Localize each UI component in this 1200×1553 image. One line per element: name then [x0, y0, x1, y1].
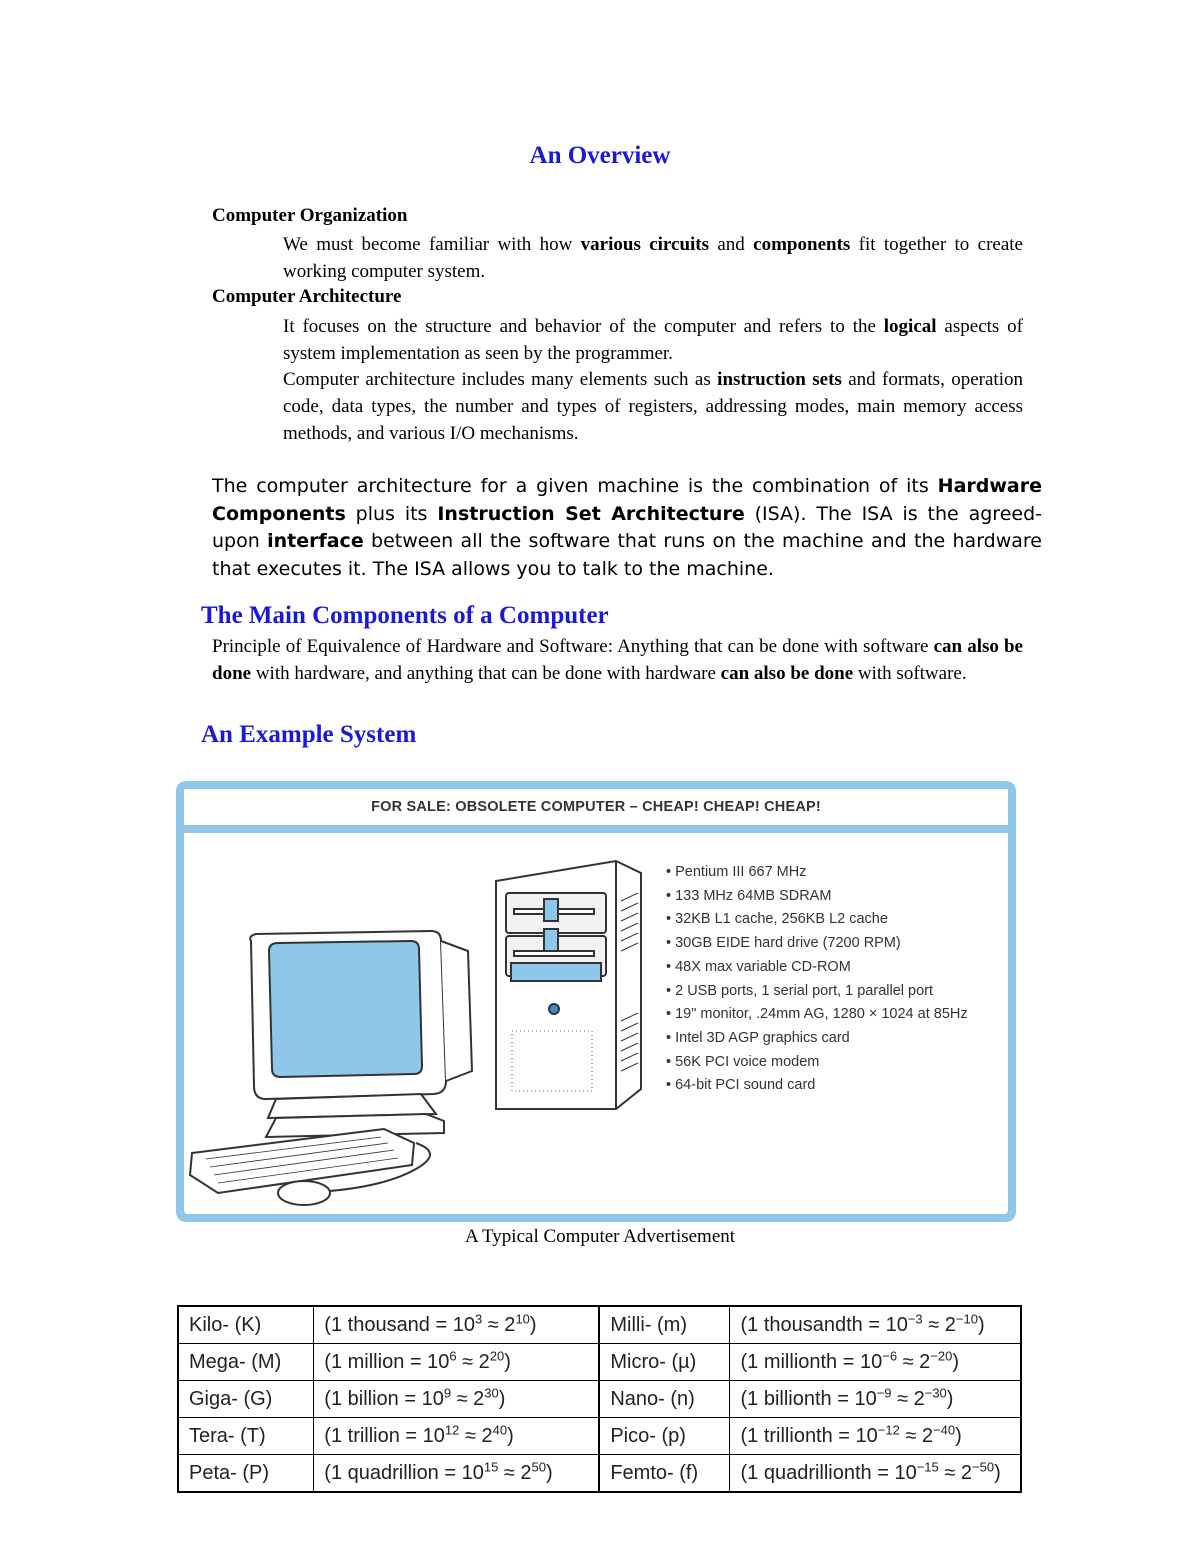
arch-text: It focuses on the structure and behavior of the computer and refers to the	[283, 316, 884, 337]
equivalence-paragraph	[212, 633, 1023, 687]
prefix-row	[178, 1306, 1021, 1344]
prefix-name: Femto- (f)	[599, 1455, 730, 1493]
org-text: and	[709, 234, 754, 255]
spec-item: • 32KB L1 cache, 256KB L2 cache	[666, 908, 968, 932]
prefix-value: (1 quadrillionth = $10^{-15} \approx 2^{-50}$)	[730, 1455, 1021, 1493]
spec-item: • 2 USB ports, 1 serial port, 1 parallel port	[666, 980, 968, 1004]
prefix-name: Nano- (n)	[599, 1381, 730, 1418]
prefix-row	[178, 1344, 1021, 1381]
prefix-name: Giga- (G)	[178, 1381, 314, 1418]
org-bold-components: components	[753, 234, 851, 255]
spec-item: • 19" monitor, .24mm AG, 1280 × 1024 at 85Hz	[666, 1003, 968, 1027]
prefix-row	[178, 1455, 1021, 1493]
isa-bold-interface: interface	[267, 530, 364, 552]
org-bold-circuits: various circuits	[580, 234, 710, 255]
prefix-table	[177, 1305, 1022, 1493]
prefix-value: (1 trillion = $10^{12} \approx 2^{40}$)	[314, 1418, 600, 1455]
page-title: An Overview	[529, 142, 671, 169]
isa-text: The computer architecture for a given machine is the combination of its	[212, 475, 938, 497]
spec-item: • 133 MHz 64MB SDRAM	[666, 885, 968, 909]
prefix-value: (1 thousand = $10^3 \approx 2^{10}$)	[314, 1306, 600, 1344]
equivalence-bold: can also be done	[212, 636, 1023, 684]
isa-bold-isa: Instruction Set Architecture	[437, 502, 745, 525]
example-heading: An Example System	[201, 721, 417, 748]
prefix-name: Pico- (p)	[599, 1418, 730, 1455]
isa-text: (ISA). The ISA is the agreed-upon	[212, 502, 1042, 552]
arch-heading: Computer Architecture	[212, 286, 402, 307]
isa-text: between all the software that runs on the machine and the hardware that executes it. The ISA allows you to talk to the machine.	[212, 530, 1042, 580]
prefix-value: (1 thousandth = $10^{-3} \approx 2^{-10}$)	[730, 1306, 1021, 1344]
arch-paragraph-2	[283, 366, 1023, 447]
arch-text: and formats, operation code, data types, the number and types of registers, addressing modes, main memory access methods, and various I/O mechanisms.	[283, 369, 1023, 444]
prefix-row	[178, 1418, 1021, 1455]
spec-item: • 64-bit PCI sound card	[666, 1074, 968, 1098]
equivalence-bold: can also be done	[720, 663, 854, 684]
prefix-value: (1 billion = $10^9 \approx 2^{30}$)	[314, 1381, 600, 1418]
prefix-value: (1 quadrillion = $10^{15} \approx 2^{50}$)	[314, 1455, 600, 1493]
computer-advertisement	[176, 781, 1016, 1222]
prefix-value: (1 billionth = $10^{-9} \approx 2^{-30}$)	[730, 1381, 1021, 1418]
prefix-row	[178, 1381, 1021, 1418]
equivalence-text: Principle of Equivalence of Hardware and Software: Anything that can be done with software	[212, 636, 934, 657]
prefix-name: Peta- (P)	[178, 1455, 314, 1493]
ad-title: FOR SALE: OBSOLETE COMPUTER – CHEAP! CHEAP! CHEAP!	[371, 799, 821, 815]
prefix-name: Tera- (T)	[178, 1418, 314, 1455]
arch-bold-logical: logical	[883, 316, 937, 337]
isa-text: plus its	[345, 502, 438, 525]
prefix-name: Kilo- (K)	[178, 1306, 314, 1344]
prefix-value: (1 millionth = $10^{-6} \approx 2^{-20}$)	[730, 1344, 1021, 1381]
isa-bold-hardware: Hardware Components	[212, 475, 1042, 525]
spec-item: • Intel 3D AGP graphics card	[666, 1027, 968, 1051]
spec-list	[666, 861, 968, 1098]
equivalence-text: with hardware, and anything that can be done with hardware	[251, 663, 721, 684]
arch-bold-instruction-sets: instruction sets	[717, 369, 842, 390]
prefix-table-body	[178, 1306, 1021, 1492]
isa-paragraph	[212, 473, 1042, 583]
spec-item: • Pentium III 667 MHz	[666, 861, 968, 885]
arch-text: Computer architecture includes many elements such as	[283, 369, 718, 390]
org-text: fit together to create working computer system.	[283, 234, 1023, 282]
prefix-value: (1 million = $10^6 \approx 2^{20}$)	[314, 1344, 600, 1381]
mouse-icon	[278, 1181, 330, 1205]
org-paragraph	[283, 231, 1023, 285]
prefix-name: Milli- (m)	[599, 1306, 730, 1344]
spec-item: • 56K PCI voice modem	[666, 1051, 968, 1075]
prefix-value: (1 trillionth = $10^{-12} \approx 2^{-40}$)	[730, 1418, 1021, 1455]
figure-caption: A Typical Computer Advertisement	[464, 1226, 736, 1247]
org-heading: Computer Organization	[212, 205, 408, 226]
main-components-heading: The Main Components of a Computer	[201, 602, 609, 629]
spec-item: • 30GB EIDE hard drive (7200 RPM)	[666, 932, 968, 956]
spec-item: • 48X max variable CD-ROM	[666, 956, 968, 980]
arch-paragraph-1	[283, 313, 1023, 367]
equivalence-text: with software.	[853, 663, 967, 684]
prefix-name: Micro- (µ)	[599, 1344, 730, 1381]
arch-text: aspects of system implementation as seen by the programmer.	[283, 316, 1023, 364]
prefix-name: Mega- (M)	[178, 1344, 314, 1381]
org-text: We must become familiar with how	[283, 234, 581, 255]
